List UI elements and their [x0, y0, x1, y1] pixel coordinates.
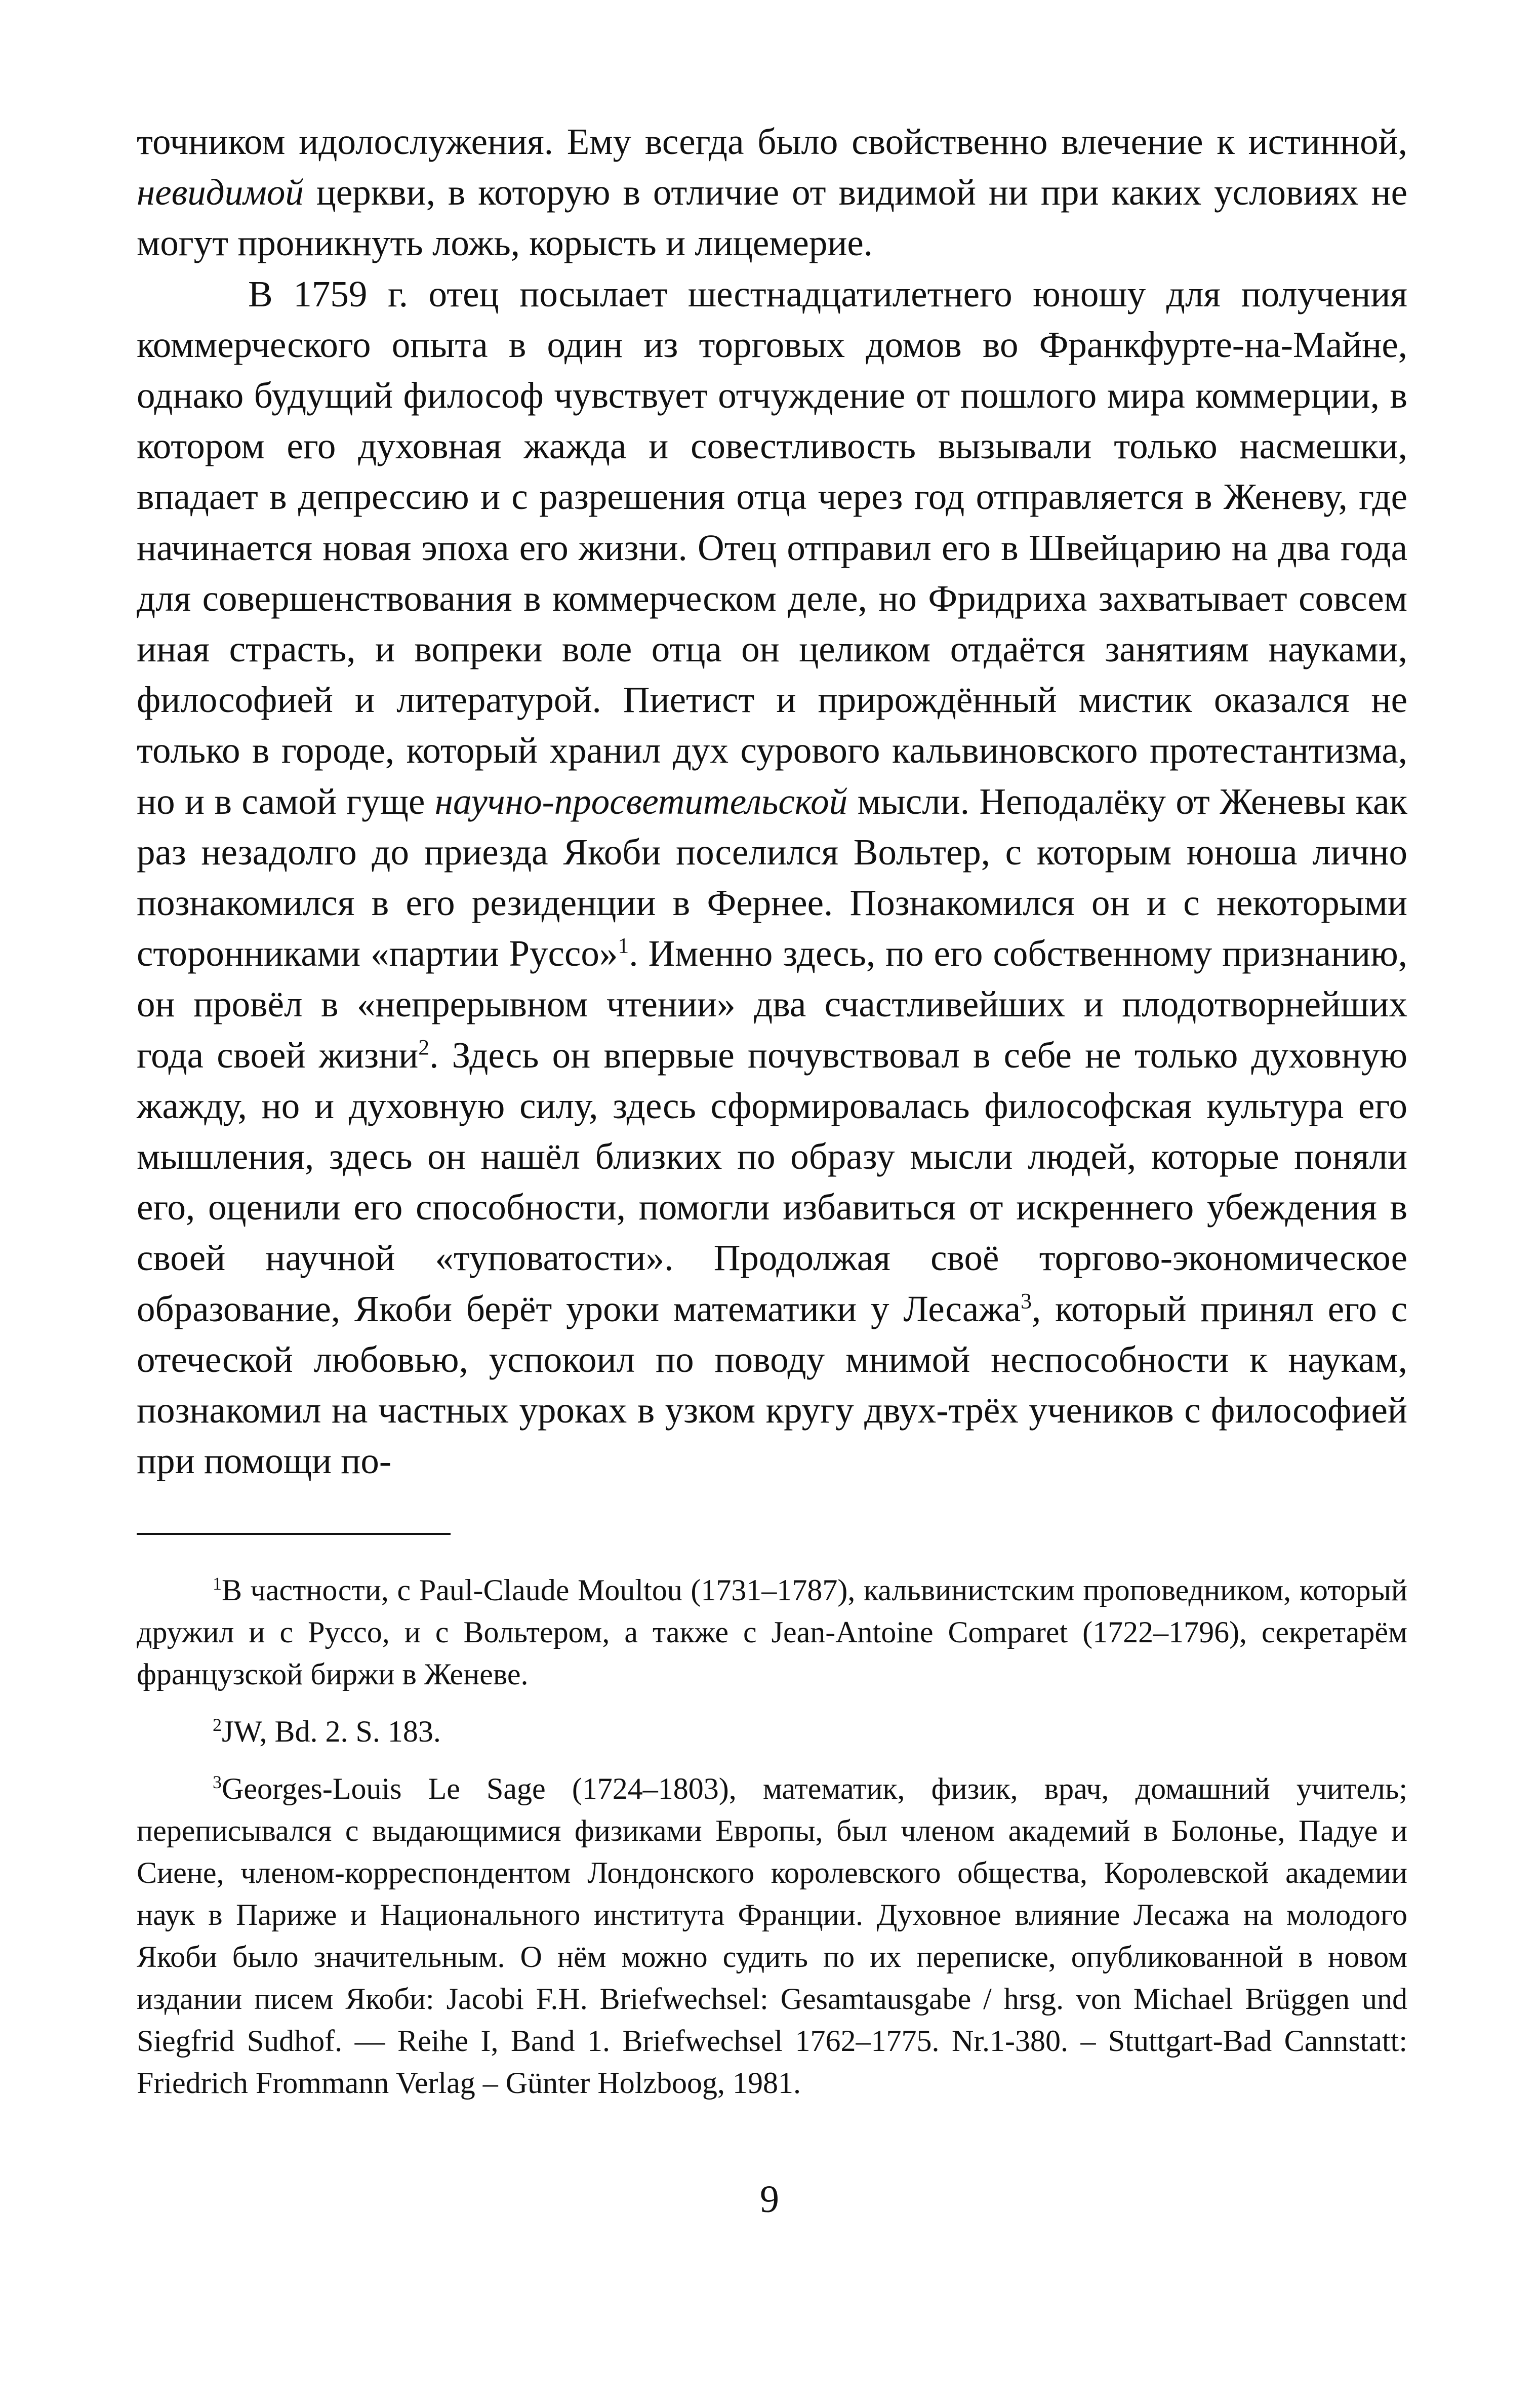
paragraph-1-text-a: точником идолослужения. Ему всегда было свойственно влечение к истинной,	[137, 121, 1407, 162]
footnote-1	[137, 1569, 1407, 1695]
emphasis-invisible: невидимой	[137, 172, 304, 213]
footnote-2	[137, 1711, 1407, 1753]
footnote-text: Georges-Louis Le Sage (1724–1803), математик, физик, врач, домашний учитель; переписывался с выдающимися физиками Европы, был членом академий в Болонье, Падуе и Сиене, членом-корреспондентом Лондонского королевского общества, Королевской академии наук в Париже и Национального института Франции. Духовное влияние Лесажа на молодого Якоби было значительным. О нём можно судить по их переписке, опубликованной в новом издании писем Якоби: Jacobi F.H. Briefwechsel: Gesamtausgabe / hrsg. von Michael Brüggen und Siegfrid Sudhof. — Reihe I, Band 1. Briefwechsel 1762–1775. Nr.1-380. – Stuttgart-Bad Cannstatt: Friedrich Frommann Verlag – Günter Holzboog, 1981.	[137, 1772, 1407, 2100]
footnote-ref-3[interactable]: 3	[1021, 1289, 1032, 1314]
paragraph-1	[137, 116, 1407, 269]
footnote-3	[137, 1768, 1407, 2104]
paragraph-1-text-b: церкви, в которую в отличие от видимой ни при каких условиях не могут проникнуть ложь, корысть и лицемерие.	[137, 172, 1407, 264]
paragraph-2-text-e: , который принял его с отеческой любовью, успокоил по поводу мнимой неспособности к наукам, познакомил на частных уроках в узком кругу двух-трёх учеников с философией при помощи по-	[137, 1288, 1407, 1482]
page-content	[137, 116, 1407, 2119]
footnote-number: 1	[213, 1573, 222, 1594]
footnote-number: 2	[213, 1715, 222, 1735]
main-text	[137, 116, 1407, 1486]
page-number: 9	[760, 2178, 779, 2221]
paragraph-2-text-b: мысли. Неподалёку от Женевы как раз незадолго до приезда Якоби поселился Вольтер, с которым юноша лично познакомился в его резиденции в Фернее. Познакомился он и с некоторыми сторонниками «партии Руссо»	[137, 780, 1407, 974]
footnote-text: В частности, с Paul-Claude Moultou (1731–1787), кальвинистским проповедником, который дружил и с Руссо, и с Вольтером, а также с Jean-Antoine Comparet (1722–1796), секретарём французской биржи в Женеве.	[137, 1573, 1407, 1691]
paragraph-2-text-d: . Здесь он впервые почувствовал в себе не только духовную жажду, но и духовную силу, здесь сформировалась философская культура его мышления, здесь он нашёл близких по образу мысли людей, которые поняли его, оценили его способности, помогли избавиться от искреннего убеждения в своей научной «туповатости». Продолжая своё торгово-экономическое образование, Якоби берёт уроки математики у Лесажа	[137, 1034, 1407, 1329]
footnote-ref-1[interactable]: 1	[618, 933, 629, 958]
footnote-ref-2[interactable]: 2	[418, 1035, 430, 1060]
paragraph-2-text-c: . Именно здесь, по его собственному признанию, он провёл в «непрерывном чтении» два счастливейших и плодотворнейших года своей жизни	[137, 933, 1407, 1076]
emphasis-scientific-enlightenment: научно-просветительской	[434, 780, 848, 822]
footnote-number: 3	[213, 1772, 222, 1793]
footnotes	[137, 1569, 1407, 2104]
paragraph-2	[137, 269, 1407, 1487]
paragraph-2-text-a: В 1759 г. отец посылает шестнадцатилетнего юношу для получения коммерческого опыта в один из торговых домов во Франкфурте-на-Майне, однако будущий философ чувствует отчуждение от пошлого мира коммерции, в котором его духовная жажда и совестливость вызывали только насмешки, впадает в депрессию и с разрешения отца через год отправляется в Женеву, где начинается новая эпоха его жизни. Отец отправил его в Швейцарию на два года для совершенствования в коммерческом деле, но Фридриха захватывает совсем иная страсть, и вопреки воле отца он целиком отдаётся занятиям науками, философией и литературой. Пиетист и прирождённый мистик оказался не только в городе, который хранил дух сурового кальвиновского протестантизма, но и в самой гуще	[137, 273, 1407, 822]
footnote-text: JW, Bd. 2. S. 183.	[222, 1715, 441, 1749]
footnote-divider	[137, 1533, 451, 1535]
